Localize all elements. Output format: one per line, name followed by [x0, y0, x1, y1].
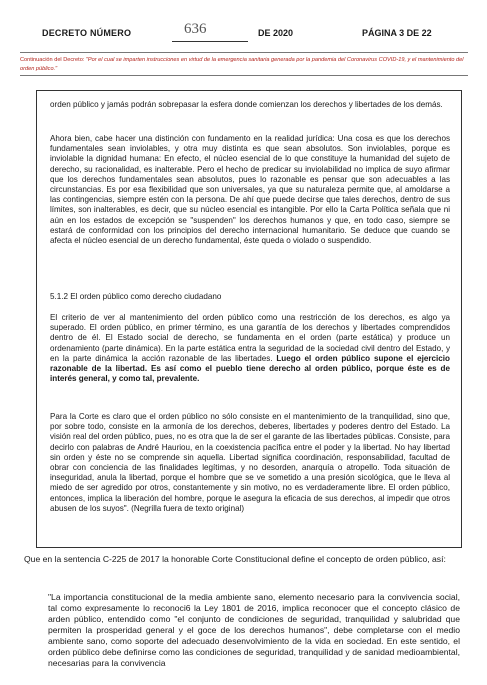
paragraph-3: [50, 313, 450, 384]
decree-label: DECRETO NÚMERO: [42, 28, 132, 38]
decree-number: 636: [184, 21, 207, 37]
section-subheading: 5.1.2 El orden público como derecho ciudadano: [50, 292, 222, 301]
paragraph-1: orden público y jamás podrán sobrepasar la esfera donde comienzan los derechos y libertades de los demás.: [50, 100, 443, 109]
continuation-banner: [20, 52, 468, 76]
sentence-intro: Que en la sentencia C-225 de 2017 la honorable Corte Constitucional define el concepto de orden público, así:: [24, 554, 446, 564]
page-indicator: PÁGINA 3 DE 22: [362, 28, 432, 38]
paragraph-3-plain: El criterio de ver al mantenimiento del orden público como una restricción de los derechos, es algo ya superado. El orden público, en primer término, es una garantía de los derechos y libertades comprendidos dentro de él. El Estado social de derecho, se fundamenta en el orden (parte estática) y produce un ordenamiento (parte dinámica). En la parte estática entra la seguridad de la sociedad civil dentro del Estado, y en la parte dinámica la acción razonable de las libertades.: [50, 313, 450, 363]
continuation-label: Continuación del Decreto:: [20, 57, 85, 63]
paragraph-4: Para la Corte es claro que el orden público no sólo consiste en el mantenimiento de la tranquilidad, sino que, por sobre todo, consiste en la armonía de los derechos, deberes, libertades y poderes dentro del Estado. La visión real del orden público, pues, no es otra que la de ser el garante de las libertades públicas. Consiste, para decirlo con palabras de André Hauriou, en la coexistencia pacífica entre el poder y la libertad. No hay libertad sin orden y éste no se comprende sin aquella. Libertad significa coordinación, responsabilidad, facultad de obrar con conciencia de las finalidades legítimas, y no desorden, anarquía o atropello. Toda situación de inseguridad, anula la libertad, porque el hombre que se ve sometido a una presión sicológica, que le lleva al miedo de ser agredido por otros, constantemente y sin motivo, no es verdaderamente libre. El orden público, entonces, implica la liberación del hombre, porque le asegura la eficacia de sus derechos, al impedir que otros abusen de los suyos". (Negrilla fuera de texto original): [50, 412, 450, 513]
paragraph-3-bold: Luego el orden público supone el ejercicio razonable de la libertad. Es así como el pueblo tiene derecho al orden público, porque éste es de interés general, y como tal, prevalente.: [50, 353, 450, 384]
paragraph-2: Ahora bien, cabe hacer una distinción con fundamento en la realidad jurídica: Una cosa es que los derechos fundamentales sean inviolables, y otra muy distinta es que sean absolutos. Son inviolables, porque es inviolable la dignidad humana: En efecto, el núcleo esencial de lo que constituye la humanidad del sujeto de derecho, su racionalidad, es inalterable. Pero el hecho de predicar su inviolabilidad no implica de suyo afirmar que los derechos fundamentales sean absolutos, pues lo razonable es pensar que son adecuables a las circunstancias. Es por esa flexibilidad que son universales, ya que su naturaleza permite que, al amoldarse a las contingencias, siempre estén con la persona. De ahí que puede decirse que tales derechos, dentro de sus límites, son inalterables, es decir, que su núcleo esencial es intangible. Por ello la Carta Política señala que ni aún en los estados de excepción se "suspenden" los derechos humanos y que, en todo caso, siempre se estará de conformidad con los principios del derecho internacional humanitario. Se deduce que cuando se afecta el núcleo esencial de un derecho fundamental, éste queda o violado o suspendido.: [50, 134, 450, 246]
decree-year: DE 2020: [258, 28, 294, 38]
continuation-title: "Por el cual se imparten instrucciones en virtud de la emergencia sanitaria generada por la pandemia del Coronavirus COVID-19, y el mantenimiento del orden público.": [20, 57, 464, 72]
decree-number-underline: [172, 41, 248, 42]
sentence-quote: "La importancia constitucional de la media ambiente sano, elemento necesario para la convivencia social, tal como expresamente lo reconoci6 la Ley 1801 de 2016, implica reconocer que el concepto clásico de arden público, entendido como "el conjunto de condiciones de seguridad, tranquilidad y salubridad que permiten la prosperidad general y el goce de los derechos humanos", debe completarse con el medio ambiente sano, como soporte del adecuado desenvolvimiento de la vida en sociedad. En este sentido, el orden público debe definirse como las condiciones de seguridad, tranquilidad y de sanidad medioambiental, necesarias para la convivencia: [48, 592, 460, 668]
page-header: [0, 21, 487, 46]
